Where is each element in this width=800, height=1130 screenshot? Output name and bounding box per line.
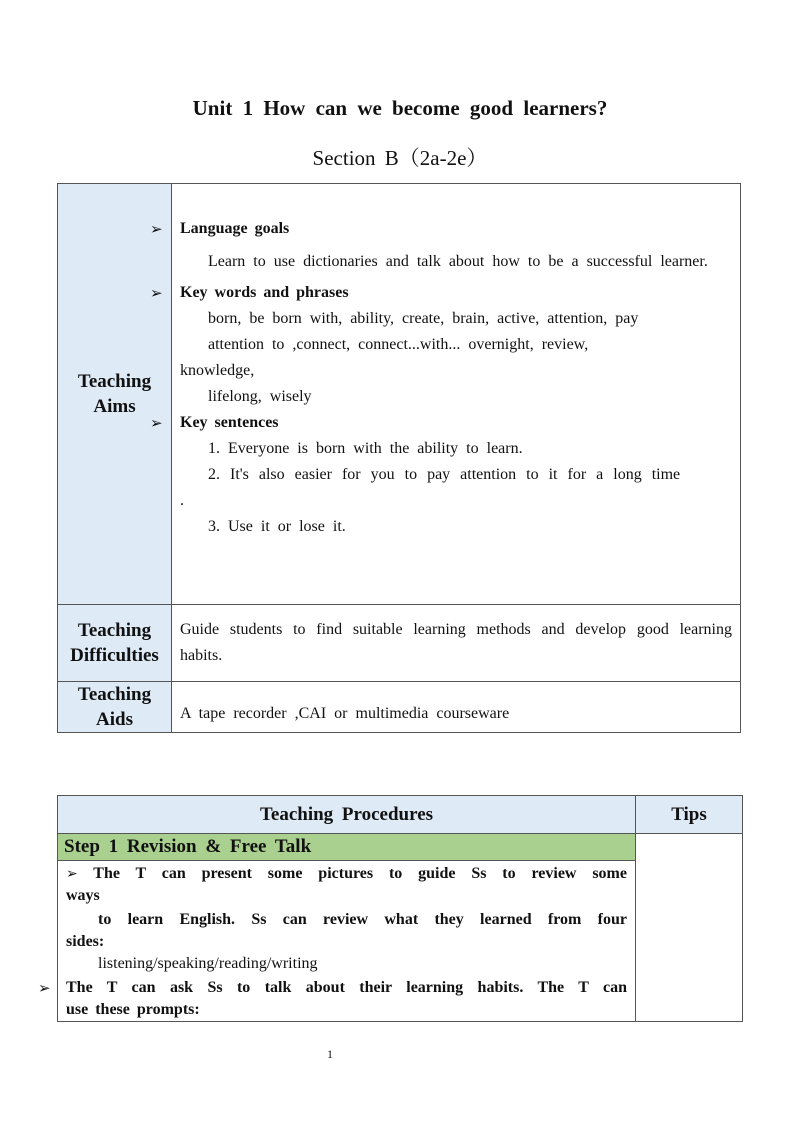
step-1-content bbox=[38, 861, 636, 1022]
procedure-line: use these prompts: bbox=[66, 1001, 200, 1018]
teaching-aims-label bbox=[58, 184, 172, 605]
key-sentences-section bbox=[150, 410, 732, 540]
teaching-aids-label bbox=[58, 682, 172, 733]
document-subtitle: Section B（2a-2e） bbox=[312, 146, 488, 170]
label-line: Teaching bbox=[77, 371, 152, 392]
document-title: Unit 1 How can we become good learners? bbox=[192, 96, 608, 120]
key-sentence-3: 3. Use it or lose it. bbox=[208, 518, 346, 535]
key-sentence-1: 1. Everyone is born with the ability to learn. bbox=[208, 440, 523, 457]
label-line: Aids bbox=[96, 709, 133, 730]
procedure-line: sides: bbox=[66, 933, 105, 950]
key-sentence-2: 2. It's also easier for you to pay attention to it for a long time bbox=[208, 466, 681, 483]
label-line: Teaching bbox=[77, 620, 152, 641]
procedure-line: The T can present some pictures to guide Ss to review some bbox=[93, 865, 627, 882]
key-sentences-heading: Key sentences bbox=[180, 414, 279, 431]
arrow-bullet-icon: ➢ bbox=[150, 220, 163, 238]
procedure-line: listening/speaking/reading/writing bbox=[98, 955, 318, 972]
arrow-bullet-icon: ➢ bbox=[66, 866, 78, 882]
arrow-bullet-icon: ➢ bbox=[150, 414, 163, 432]
procedures-header: Teaching Procedures bbox=[58, 796, 636, 834]
label-line: Aims bbox=[93, 396, 136, 417]
key-sentence-2-end: . bbox=[180, 492, 184, 509]
key-words-section bbox=[150, 280, 732, 410]
teaching-procedures-table bbox=[38, 795, 743, 1022]
procedure-line: The T can ask Ss to talk about their learning habits. The T can bbox=[66, 979, 627, 996]
language-goals-section bbox=[150, 216, 732, 278]
label-line: Difficulties bbox=[70, 645, 159, 666]
teaching-difficulties-text: Guide students to find suitable learning methods and develop good learning habits. bbox=[172, 605, 741, 682]
key-words-line: attention to ,connect, connect...with... overnight, review, bbox=[208, 336, 589, 353]
key-words-heading: Key words and phrases bbox=[180, 284, 349, 301]
language-goals-text: Learn to use dictionaries and talk about how to be a successful learner. bbox=[208, 253, 708, 270]
tips-header: Tips bbox=[636, 796, 743, 834]
teaching-aims-content bbox=[150, 184, 741, 605]
label-line: Teaching bbox=[77, 684, 152, 705]
teaching-aims-table bbox=[57, 183, 741, 733]
arrow-bullet-icon: ➢ bbox=[150, 284, 163, 302]
procedure-line: to learn English. Ss can review what they learned from four bbox=[98, 911, 627, 928]
language-goals-heading: Language goals bbox=[180, 220, 290, 237]
key-words-line: lifelong, wisely bbox=[208, 388, 312, 405]
key-words-line: born, be born with, ability, create, brain, active, attention, pay bbox=[208, 310, 639, 327]
teaching-difficulties-label bbox=[58, 605, 172, 682]
step-1-heading: Step 1 Revision & Free Talk bbox=[58, 834, 636, 861]
tips-cell bbox=[636, 834, 743, 1022]
arrow-bullet-icon: ➢ bbox=[38, 979, 51, 997]
teaching-aids-text: A tape recorder ,CAI or multimedia courseware bbox=[172, 682, 741, 733]
procedure-line: ways bbox=[66, 887, 100, 904]
page-number: 1 bbox=[327, 1047, 333, 1061]
key-words-line: knowledge, bbox=[180, 362, 255, 379]
